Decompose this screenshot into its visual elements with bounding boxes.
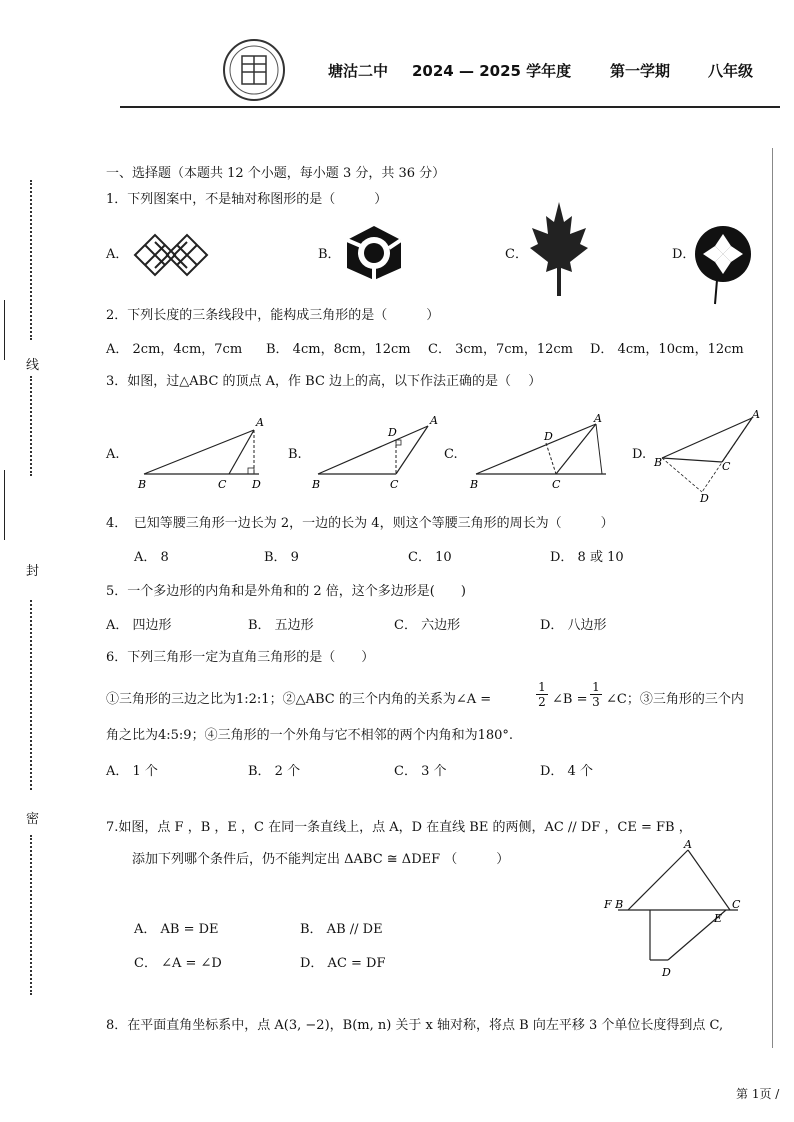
q3d-label-b: B: [654, 456, 663, 469]
q3a-label-d: D: [252, 478, 261, 491]
q2-option-b: B． 4cm，8cm，12cm: [266, 342, 411, 357]
q7-option-b: B． AB // DE: [300, 922, 383, 937]
q7-figure: [598, 836, 758, 982]
q6-frac2-den: 3: [590, 694, 602, 709]
q2-option-a: A． 2cm，4cm，7cm: [106, 342, 243, 357]
binding-line-char: 线: [26, 358, 40, 373]
q1-option-b-label: B．: [318, 247, 341, 262]
q1-option-d-label: D．: [672, 247, 696, 262]
q6-option-b: B． 2 个: [248, 764, 301, 779]
binding-dots-top: [30, 180, 32, 340]
binding-dense-char: 密: [26, 812, 40, 827]
school-seal-logo: [222, 38, 286, 102]
q6-stem: 6．下列三角形一定为直角三角形的是（ ）: [106, 650, 375, 665]
q5-option-a: A． 四边形: [106, 618, 172, 633]
q7-option-d: D． AC = DF: [300, 956, 386, 971]
q3d-label-a: A: [752, 408, 760, 421]
q3-option-d-label: D.: [632, 447, 647, 462]
header-rule: [120, 106, 780, 108]
q5-stem: 5．一个多边形的内角和是外角和的 2 倍，这个多边形是( ): [106, 584, 466, 599]
header-school: 塘沽二中: [328, 62, 389, 80]
q3-figure-a: [134, 412, 274, 492]
q1-figure-c-maple-leaf: [528, 200, 590, 298]
q2-option-d: D． 4cm，10cm，12cm: [590, 342, 744, 357]
q4-option-c: C． 10: [408, 550, 452, 565]
q3-figure-c: [466, 410, 616, 492]
q5-option-c: C． 六边形: [394, 618, 461, 633]
q1-stem: 1．下列图案中，不是轴对称图形的是（ ）: [106, 192, 388, 207]
q3c-label-a: A: [594, 412, 602, 425]
q7-option-c: C． ∠A = ∠D: [134, 956, 222, 971]
q7-label-d: D: [662, 966, 671, 979]
q6-line1-part-b: ∠B =: [552, 692, 588, 707]
q6-frac1-num: 1: [538, 680, 546, 694]
right-margin-rule: [772, 148, 773, 1048]
q6-option-c: C． 3 个: [394, 764, 447, 779]
q5-option-b: B． 五边形: [248, 618, 314, 633]
q6-fraction-2: [590, 680, 602, 709]
q6-line1-part-a: ①三角形的三边之比为1:2:1；②△ABC 的三个内角的关系为∠A =: [106, 692, 492, 707]
page-number: 第 1页 /: [736, 1087, 780, 1101]
q7-stem-2: 添加下列哪个条件后，仍不能判定出 ΔABC ≅ ΔDEF （ ）: [132, 852, 510, 867]
q3b-label-d: D: [388, 426, 397, 439]
q4-option-b: B． 9: [264, 550, 299, 565]
q1-figure-b-hexagon: [343, 224, 405, 282]
q7-label-e: E: [714, 912, 723, 925]
q3-option-a-label: A.: [106, 447, 120, 462]
q3-option-b-label: B.: [288, 447, 302, 462]
q6-frac1-den: 2: [536, 694, 548, 709]
q3c-label-c: C: [552, 478, 561, 491]
q3-figure-d: [652, 408, 770, 504]
q8-stem: 8．在平面直角坐标系中，点 A(3, −2)，B(m, n) 关于 x 轴对称，将点 B 向左平移 3 个单位长度得到点 C,: [106, 1018, 724, 1033]
binding-seal-char: 封: [26, 564, 40, 579]
q1-figure-a-knot: [130, 230, 212, 280]
q3a-label-c: C: [218, 478, 227, 491]
q3a-label-a: A: [256, 416, 264, 429]
q1-option-c-label: C．: [505, 247, 528, 262]
q2-option-c: C． 3cm，7cm，12cm: [428, 342, 573, 357]
q6-line2: 角之比为4:5:9；④三角形的一个外角与它不相邻的两个内角和为180°.: [106, 728, 514, 743]
section1-title: 一、选择题（本题共 12 个小题，每小题 3 分，共 36 分）: [106, 166, 446, 181]
header-year: 2024 — 2025 学年度: [412, 62, 572, 80]
q3d-label-d: D: [700, 492, 709, 504]
q1-figure-d-flower: [693, 224, 753, 306]
q3-figure-b: [308, 412, 448, 492]
q3c-label-d: D: [544, 430, 553, 443]
header-grade: 八年级: [708, 62, 754, 80]
q3c-label-b: B: [470, 478, 479, 491]
q7-stem: 7.如图，点 F ，B ，E ，C 在同一条直线上，点 A，D 在直线 BE 的两侧，AC // DF ，CE = FB ，: [106, 820, 692, 835]
q2-stem: 2．下列长度的三条线段中，能构成三角形的是（ ）: [106, 308, 440, 323]
q4-stem: 4． 已知等腰三角形一边长为 2，一边的长为 4，则这个等腰三角形的周长为（ ）: [106, 516, 614, 531]
q5-option-d: D． 八边形: [540, 618, 607, 633]
q6-frac2-num: 1: [592, 680, 600, 694]
q3a-label-b: B: [138, 478, 147, 491]
q6-option-a: A． 1 个: [106, 764, 158, 779]
binding-dots-mid1: [30, 376, 32, 476]
binding-dots-mid2: [30, 600, 32, 790]
header-term: 第一学期: [610, 62, 671, 80]
q6-option-d: D． 4 个: [540, 764, 593, 779]
q3d-label-c: C: [722, 460, 731, 473]
binding-dots-bottom: [30, 835, 32, 995]
q3b-label-b: B: [312, 478, 321, 491]
q7-label-a: A: [684, 838, 692, 851]
q7-label-fb: F B: [604, 898, 624, 911]
q6-fraction-1: [536, 680, 548, 709]
q3b-label-c: C: [390, 478, 399, 491]
q4-option-d: D． 8 或 10: [550, 550, 624, 565]
q3-option-c-label: C.: [444, 447, 458, 462]
binding-rule-2: [4, 470, 5, 540]
q6-line1-part-c: ∠C；③三角形的三个内: [606, 692, 744, 707]
q7-option-a: A． AB = DE: [134, 922, 219, 937]
q3-stem: 3．如图，过△ABC 的顶点 A，作 BC 边上的高，以下作法正确的是（ ）: [106, 374, 542, 389]
binding-rule-1: [4, 300, 5, 360]
q4-option-a: A． 8: [134, 550, 169, 565]
q7-label-c: C: [732, 898, 741, 911]
q3b-label-a: A: [430, 414, 438, 427]
q1-option-a-label: A．: [106, 247, 129, 262]
